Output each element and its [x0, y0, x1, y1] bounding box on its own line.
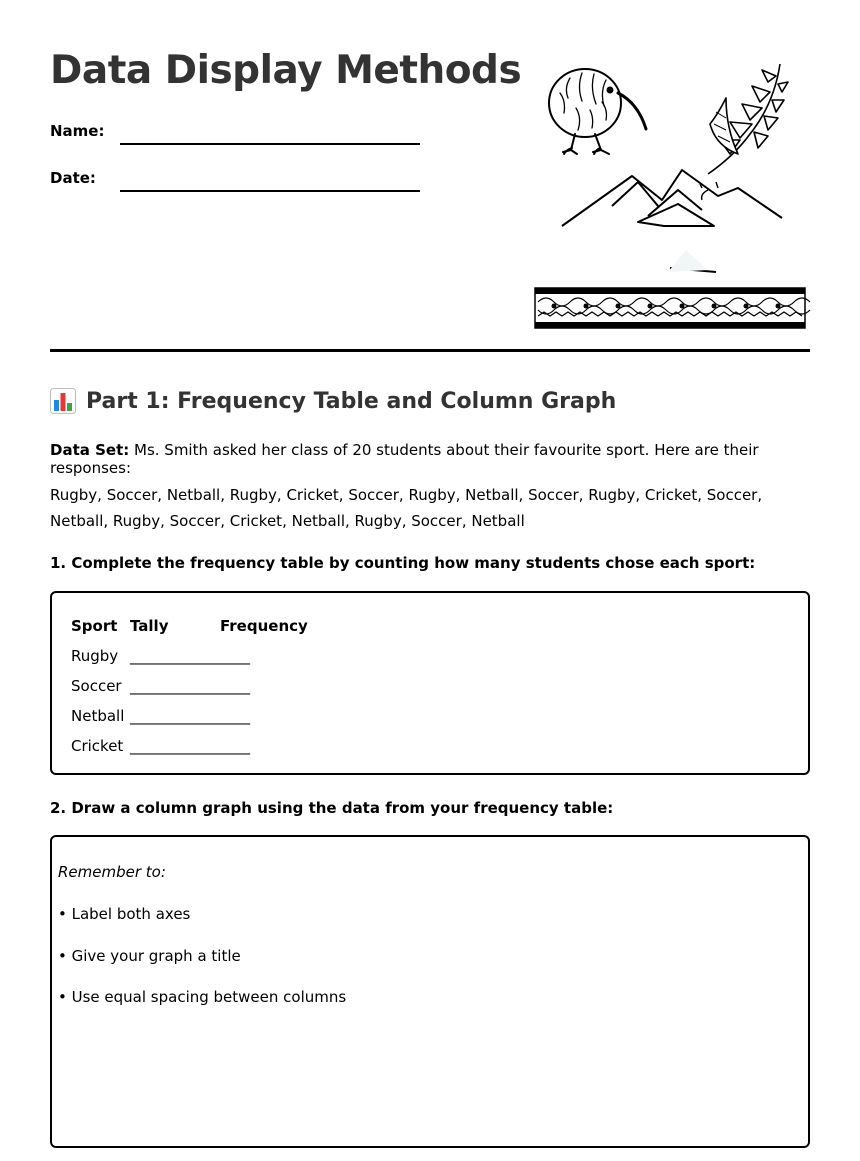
mountains-icon	[562, 170, 782, 272]
header-sport: Sport	[71, 617, 118, 635]
sport-cell: Rugby	[71, 647, 119, 665]
data-set-label: Data Set:	[50, 441, 130, 459]
reminder-intro: Remember to:	[58, 863, 166, 881]
sport-cell: Netball	[71, 707, 125, 725]
column-graph-box[interactable]	[50, 835, 810, 1148]
part1-heading	[50, 388, 616, 414]
header-frequency: Frequency	[220, 617, 308, 635]
frequency-table	[71, 611, 308, 761]
question-1: 1. Complete the frequency table by counting how many students chose each sport:	[50, 554, 756, 572]
maori-pattern-border-icon	[535, 288, 810, 328]
tally-blank[interactable]: ____________	[130, 707, 220, 725]
frequency-blank[interactable]: ____	[220, 737, 250, 755]
tally-blank[interactable]: ____________	[130, 677, 220, 695]
frequency-blank[interactable]: ____	[220, 677, 250, 695]
reminder-item: • Give your graph a title	[58, 947, 241, 965]
table-header-row	[71, 611, 308, 641]
bar-chart-icon	[50, 388, 76, 414]
table-row	[71, 701, 308, 731]
header-divider	[50, 349, 810, 352]
name-label: Name:	[50, 122, 105, 140]
sport-cell: Cricket	[71, 737, 124, 755]
part1-heading-text: Part 1: Frequency Table and Column Graph	[86, 388, 617, 414]
frequency-blank[interactable]: ____	[220, 707, 250, 725]
nz-illustration	[530, 58, 812, 333]
name-field[interactable]	[120, 143, 420, 145]
tally-blank[interactable]: ____________	[130, 647, 220, 665]
table-row	[71, 731, 308, 761]
header-tally: Tally	[130, 617, 169, 635]
page-title: Data Display Methods	[50, 48, 522, 93]
table-row	[71, 671, 308, 701]
data-set-text: Ms. Smith asked her class of 20 students about their favourite sport. Here are their responses:	[50, 441, 759, 477]
fern-frond-icon	[708, 64, 788, 174]
reminder-item: • Use equal spacing between columns	[58, 988, 347, 1006]
responses-list: Rugby, Soccer, Netball, Rugby, Cricket, Soccer, Rugby, Netball, Soccer, Rugby, Cricket, Soccer, Netball, Rugby, Soccer, Cricket, Netball, Rugby, Soccer, Netball	[50, 486, 763, 530]
date-field[interactable]	[120, 190, 420, 192]
sport-cell: Soccer	[71, 677, 122, 695]
kiwi-bird-icon	[549, 69, 646, 154]
reminder-item: • Label both axes	[58, 905, 191, 923]
date-label: Date:	[50, 169, 96, 187]
table-row	[71, 641, 308, 671]
frequency-table-box	[50, 591, 810, 775]
data-set-intro	[50, 441, 820, 477]
tally-blank[interactable]: ____________	[130, 737, 220, 755]
question-2: 2. Draw a column graph using the data from your frequency table:	[50, 799, 614, 817]
frequency-blank[interactable]: ____	[220, 647, 250, 665]
